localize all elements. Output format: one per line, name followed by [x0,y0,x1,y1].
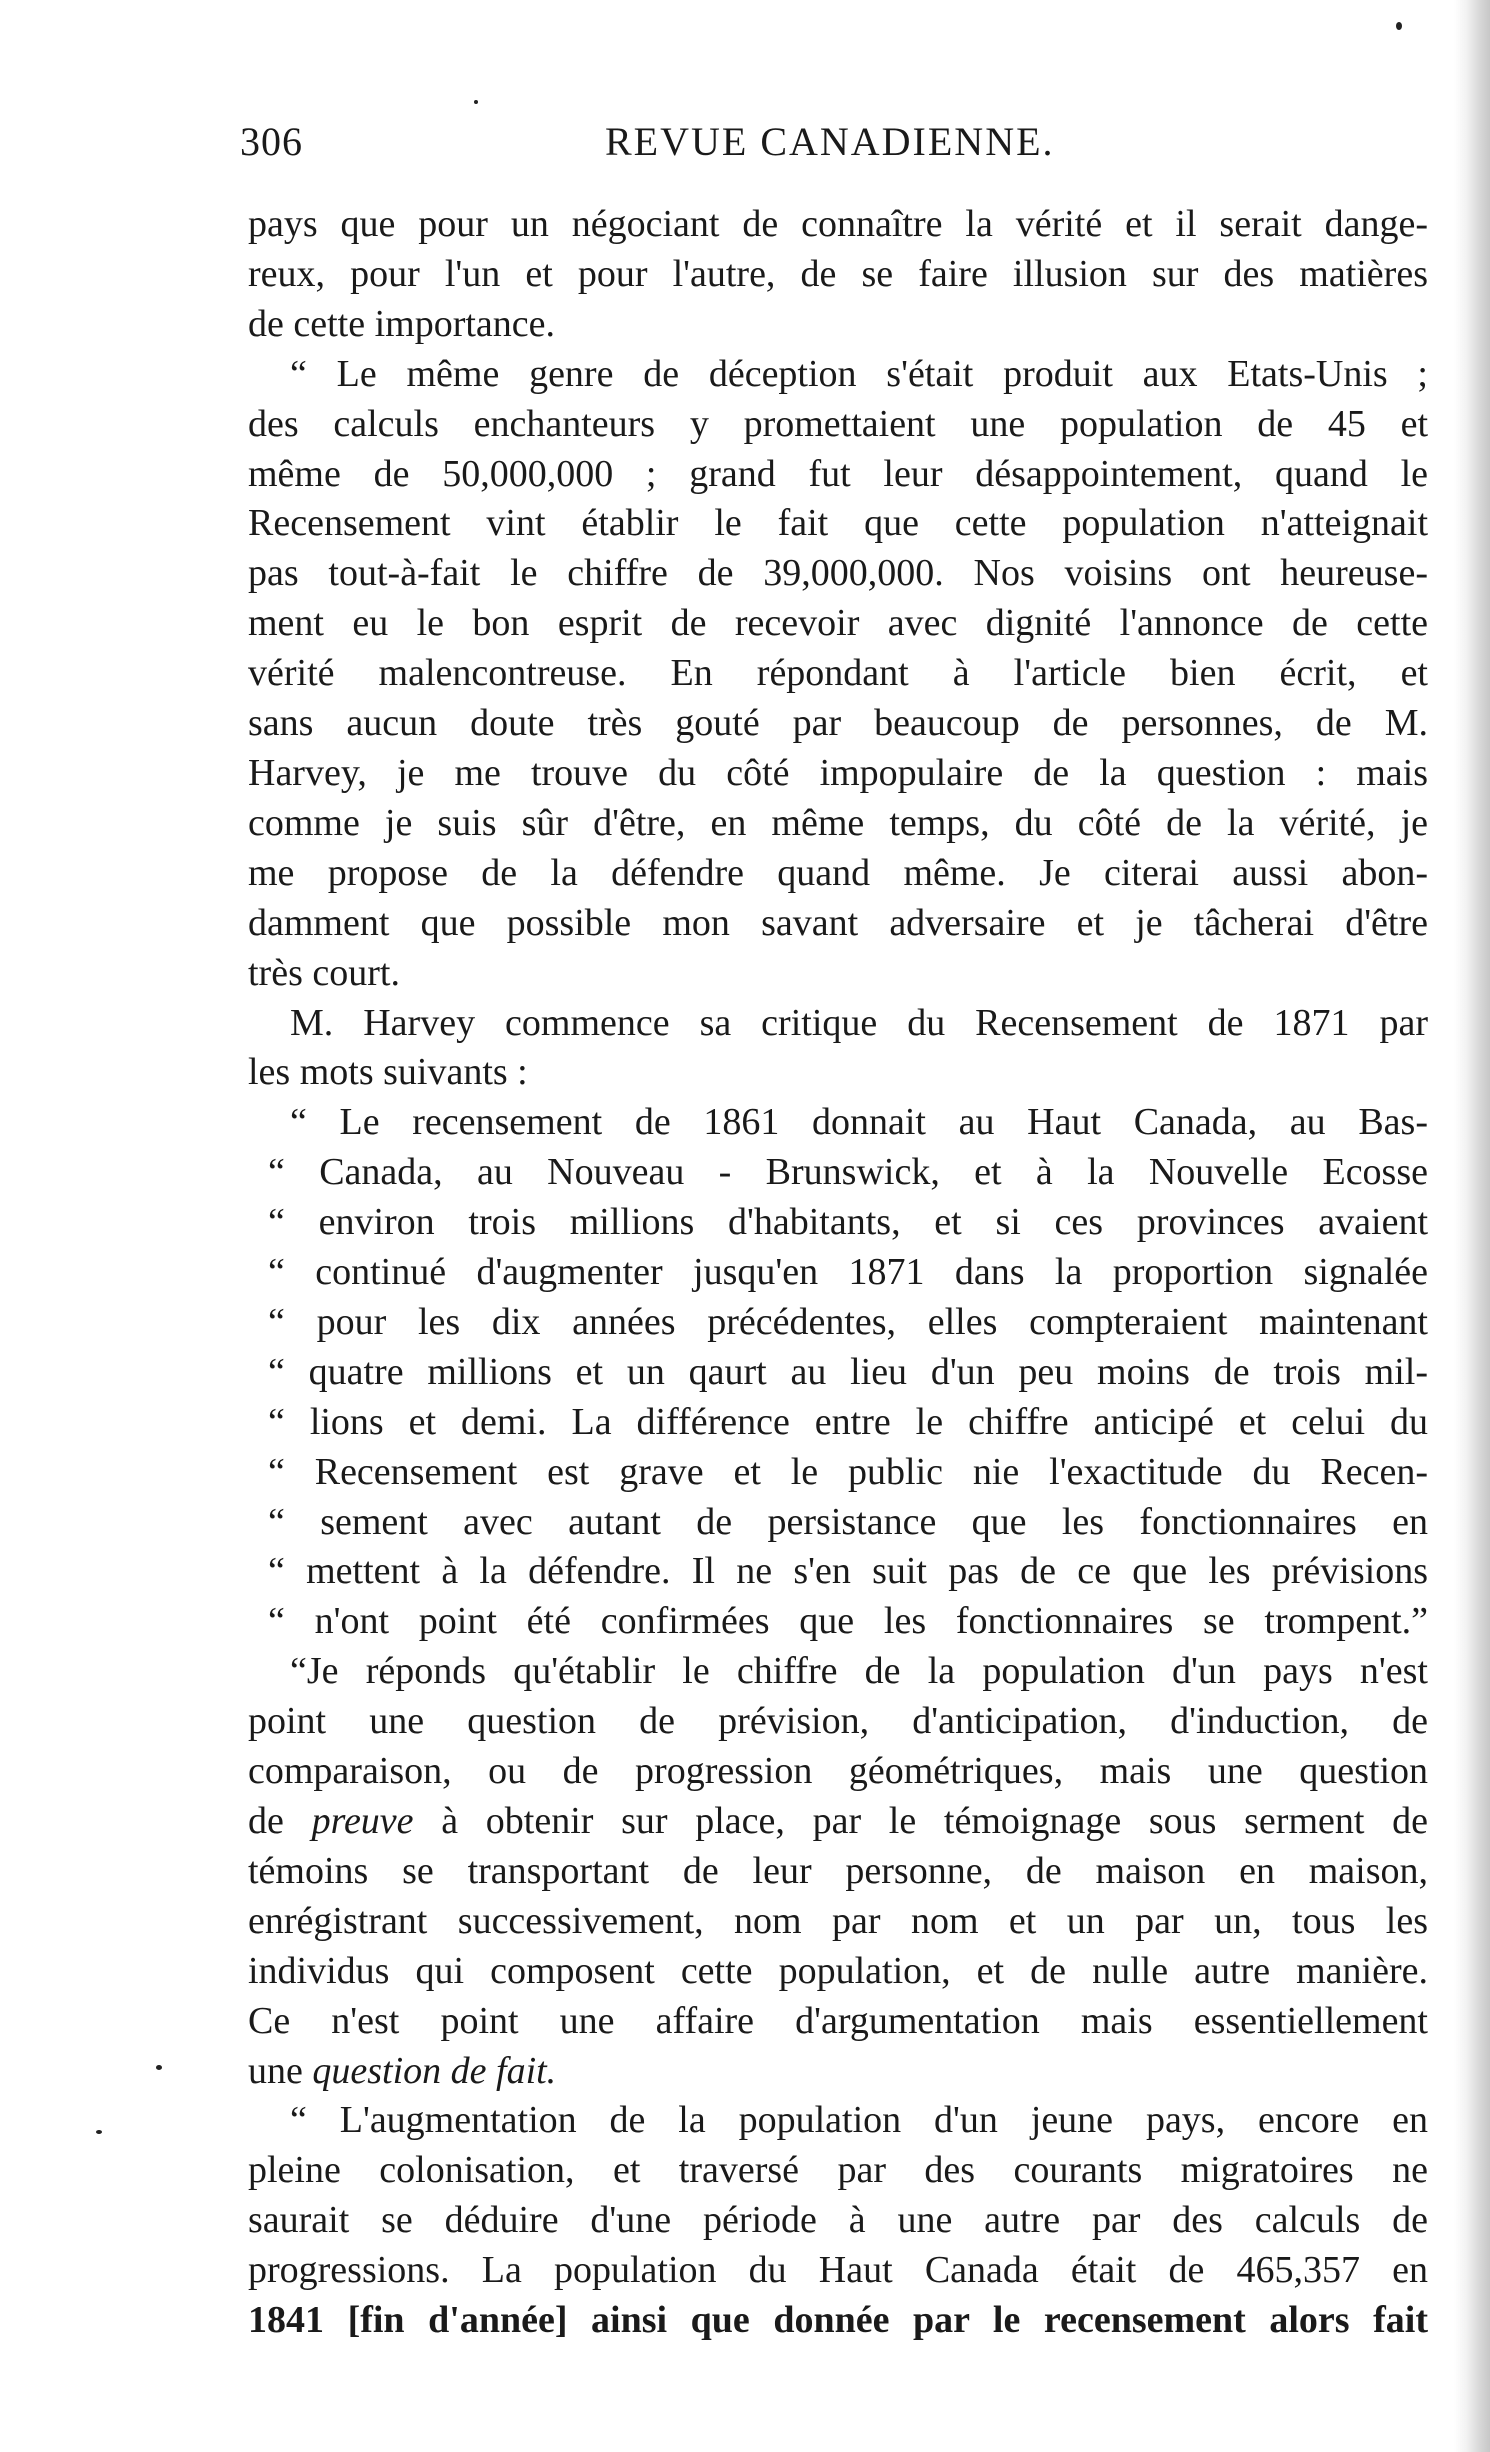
running-title: REVUE CANADIENNE. [605,119,1055,164]
quote-line: “ Le recensement de 1861 donnait au Haut Canada, au Bas- [290,1101,1428,1144]
text-line: de cette importance. [248,302,556,345]
text-line: “ Le même genre de déception s'était produit aux Etats-Unis ; [290,352,1428,395]
text-line: Ce n'est point une affaire d'argumentation mais essentiellement [248,1999,1428,2042]
text-line: point une question de prévision, d'anticipation, d'induction, de [248,1700,1428,1743]
ink-speck [1396,22,1402,30]
quote-line: “ continué d'augmenter jusqu'en 1871 dans la proportion signalée [268,1251,1428,1294]
text-line: pas tout-à-fait le chiffre de 39,000,000. Nos voisins ont heureuse- [248,552,1428,595]
text-fragment: de [248,1800,312,1842]
text-line: comme je suis sûr d'être, en même temps, du côté de la vérité, je [248,801,1428,844]
text-line: saurait se déduire d'une période à une autre par des calculs de [248,2199,1428,2242]
ink-speck [156,2065,162,2070]
text-fragment: une [248,2049,313,2092]
quote-line: “ Recensement est grave et le public nie l'exactitude du Recen- [268,1450,1428,1493]
text-line: Harvey, je me trouve du côté impopulaire de la question : mais [248,751,1428,794]
ink-speck [474,100,478,104]
page-number: 306 [240,119,303,164]
quote-line: “ pour les dix années précédentes, elles compteraient maintenant [268,1300,1428,1343]
text-line: M. Harvey commence sa critique du Recensement de 1871 par [290,1001,1428,1044]
text-line [248,2047,1428,2097]
text-line: des calculs enchanteurs y promettaient une population de 45 et [248,402,1428,445]
quote-line: “ quatre millions et un qaurt au lieu d'un peu moins de trois mil- [268,1350,1428,1393]
text-line: comparaison, ou de progression géométriques, mais une question [248,1750,1428,1793]
text-line: damment que possible mon savant adversaire et je tâcherai d'être [248,901,1428,944]
italic-phrase: question de fait. [312,2049,557,2092]
text-line: pays que pour un négociant de connaître la vérité et il serait dange- [248,203,1428,245]
text-line: même de 50,000,000 ; grand fut leur désappointement, quand le [248,452,1428,495]
quote-line: “ n'ont point été confirmées que les fonctionnaires se trompent.” [268,1600,1428,1643]
text-line: témoins se transportant de leur personne, de maison en maison, [248,1849,1428,1892]
ink-speck [96,2130,102,2134]
text-line: enrégistrant successivement, nom par nom et un par un, tous les [248,1899,1428,1942]
text-line: ment eu le bon esprit de recevoir avec dignité l'annonce de cette [248,602,1428,645]
text-line: progressions. La population du Haut Canada était de 465,357 en [248,2249,1428,2292]
text-line: sans aucun doute très gouté par beaucoup de personnes, de M. [248,702,1428,745]
text-line: 1841 [fin d'année] ainsi que donnée par le recensement alors fait [248,2299,1428,2342]
text-line [248,1797,1428,1847]
page-edge-shadow [1454,0,1490,2452]
text-line: Recensement vint établir le fait que cette population n'atteignait [248,502,1428,545]
quote-line: “ environ trois millions d'habitants, et si ces provinces avaient [268,1201,1428,1244]
quote-line: “ sement avec autant de persistance que les fonctionnaires en [268,1500,1428,1543]
text-line: individus qui composent cette population, et de nulle autre manière. [248,1949,1428,1992]
quote-line: “ Canada, au Nouveau - Brunswick, et à la Nouvelle Ecosse [268,1151,1428,1194]
text-line: reux, pour l'un et pour l'autre, de se faire illusion sur des matières [248,252,1428,295]
text-line: pleine colonisation, et traversé par des courants migratoires ne [248,2149,1428,2192]
text-line: vérité malencontreuse. En répondant à l'article bien écrit, et [248,652,1428,695]
text-line: “Je réponds qu'établir le chiffre de la population d'un pays n'est [290,1650,1428,1693]
text-line: les mots suivants : [248,1051,528,1094]
quote-line: “ lions et demi. La différence entre le chiffre anticipé et celui du [268,1400,1428,1443]
text-line: me propose de la défendre quand même. Je citerai aussi abon- [248,851,1428,894]
text-line: très court. [248,951,400,994]
text-fragment: à obtenir sur place, par le témoignage sous serment de [413,1800,1428,1842]
text-line: “ L'augmentation de la population d'un jeune pays, encore en [290,2099,1428,2142]
page-header [240,118,1090,178]
quote-line: “ mettent à la défendre. Il ne s'en suit pas de ce que les prévisions [268,1550,1428,1593]
italic-word: preuve [311,1800,414,1842]
body-text [248,200,1428,2346]
